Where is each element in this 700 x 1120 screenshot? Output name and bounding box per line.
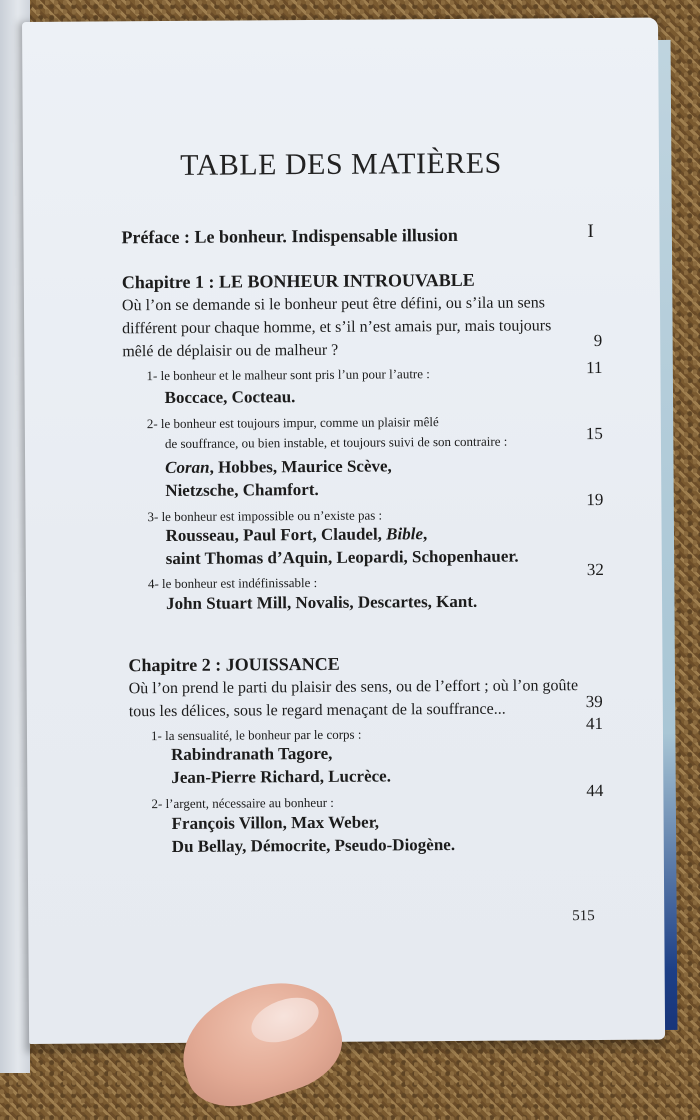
section-2-1-label: 1- la sensualité, le bonheur par le corps : — [150, 726, 362, 744]
chapter-1-description-line: Où l’on se demande si le bonheur peut être défini, ou s’ila un sens — [121, 294, 546, 315]
table-of-contents — [22, 18, 665, 1044]
preface-page: I — [587, 221, 594, 243]
section-2-2-authors: Du Bellay, Démocrite, Pseudo-Diogène. — [171, 834, 456, 856]
page-number: 515 — [572, 908, 595, 925]
section-1-2-label: 2- le bonheur est toujours impur, comme un plaisir mêlé — [146, 414, 439, 432]
section-1-2-label: de souffrance, ou bien instable, et toujours suivi de son contraire : — [164, 433, 508, 452]
section-2-1-authors: Rabindranath Tagore, — [171, 743, 333, 764]
section-1-3-authors: Rousseau, Paul Fort, Claudel, Bible, — [165, 524, 428, 546]
section-1-2-authors: Coran, Hobbes, Maurice Scève, — [165, 456, 392, 478]
section-1-3-page: 19 — [586, 489, 604, 510]
section-1-3-authors: saint Thomas d’Aquin, Leopardi, Schopenhauer. — [165, 546, 519, 569]
preface-entry: Préface : Le bonheur. Indispensable illusion — [121, 224, 458, 248]
book-page — [22, 18, 665, 1044]
section-1-2-page: 15 — [585, 423, 603, 444]
section-1-2-authors: Nietzsche, Chamfort. — [165, 479, 319, 501]
section-1-4-page: 32 — [586, 559, 604, 580]
toc-title: TABLE DES MATIÈRES — [180, 146, 502, 182]
section-2-1-authors: Jean-Pierre Richard, Lucrèce. — [171, 766, 392, 787]
section-1-3-label: 3- le bonheur est impossible ou n’existe pas : — [147, 507, 383, 525]
section-2-2-page: 44 — [586, 780, 604, 801]
chapter-2-description-line: Où l’on prend le parti du plaisir des sens, ou de l’effort ; où l’on goûte — [128, 677, 579, 698]
chapter-2-description-line: tous les délices, sous le regard menaçant de la souffrance... — [128, 700, 506, 721]
section-1-1-label: 1- le bonheur et le malheur sont pris l’un pour l’autre : — [146, 366, 430, 384]
chapter-2-title: Chapitre 2 : JOUISSANCE — [128, 653, 340, 676]
chapter-2-page: 39 — [585, 691, 603, 712]
chapter-1-description-line: différent pour chaque homme, et s’il n’est amais pur, mais toujours — [122, 317, 552, 338]
section-1-4-label: 4- le bonheur est indéfinissable : — [147, 574, 318, 592]
chapter-1-page: 9 — [593, 330, 603, 351]
section-1-1-page: 11 — [585, 357, 603, 378]
section-2-1-page: 41 — [585, 713, 603, 734]
chapter-1-title: Chapitre 1 : LE BONHEUR INTROUVABLE — [121, 269, 475, 293]
section-2-2-label: 2- l’argent, nécessaire au bonheur : — [151, 794, 334, 812]
section-1-4-authors: John Stuart Mill, Novalis, Descartes, Kant. — [165, 591, 478, 614]
section-2-2-authors: François Villon, Max Weber, — [171, 812, 379, 833]
section-1-1-authors: Boccace, Cocteau. — [164, 387, 296, 408]
chapter-1-description-line: mêlé de déplaisir ou de malheur ? — [122, 341, 339, 361]
